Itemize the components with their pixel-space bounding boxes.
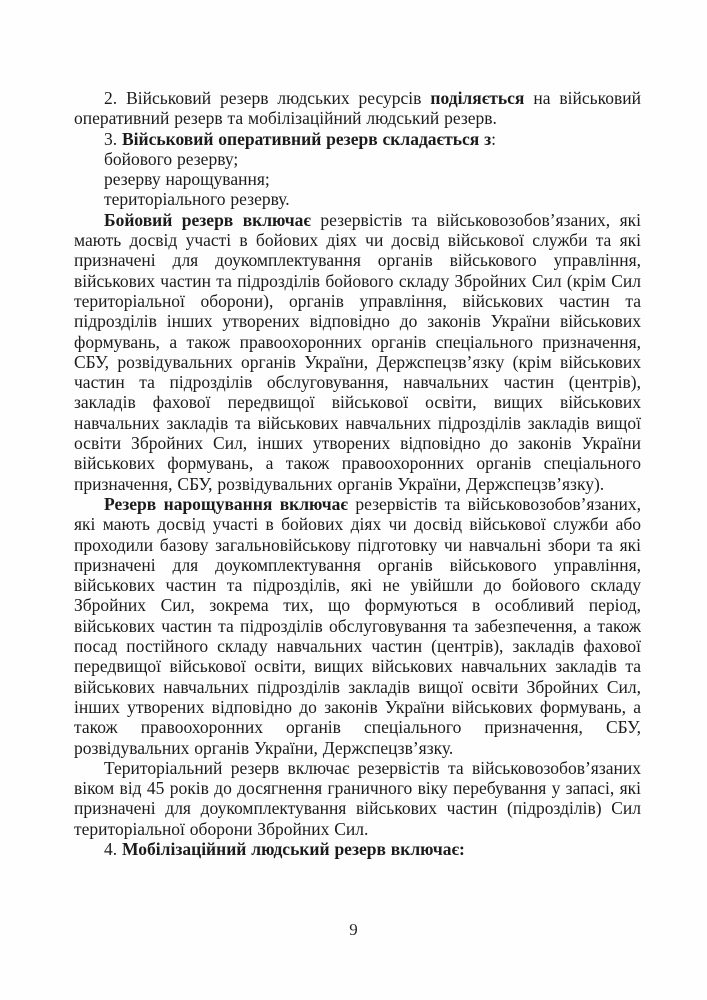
- bold-term: поділяється: [430, 88, 525, 108]
- paragraph-combat-reserve: [74, 210, 641, 494]
- paragraph-item-3-heading: [74, 129, 641, 149]
- bold-term: Бойовий резерв включає: [104, 209, 311, 230]
- paragraph-text: 4.: [104, 838, 122, 859]
- paragraph-buildup-reserve: [74, 494, 641, 758]
- list-item-territorial-reserve: територіального резерву.: [104, 189, 290, 210]
- page-number: 9: [349, 920, 358, 939]
- paragraph-text: резервістів та військовозобов’язаних, які мають досвід участі в бойових діях чи досвід військової служби або проходили базову загальновійськову підготовку чи навчальні збори та які призначені для доукомплектування органів військового управління, військових частин та підрозділів, які не увійшли до бойового складу Збройних Сил, зокрема тих, що формуються в особливий період, військових частин та підрозділів обслуговування та забезпечення, а також посад постійного складу навчальних частин (центрів), закладів фахової передвищої військової освіти, вищих військових навчальних закладів та військових навчальних підрозділів закладів вищої освіти Збройних Сил, інших утворених відповідно до законів України військових формувань, а також правоохоронних органів спеціального призначення, СБУ, розвідувальних органів України, Держспецзв’язку.: [74, 493, 641, 758]
- bold-heading: Військовий оперативний резерв складається з: [122, 128, 492, 149]
- list-item-buildup-reserve: резерву нарощування;: [104, 169, 270, 190]
- paragraph-item-4-heading: [74, 839, 641, 859]
- list-item-combat-reserve: бойового резерву;: [104, 148, 239, 169]
- paragraph-text: Територіальний резерв включає резервістів та військовозобов’язаних віком від 45 років до досягнення граничного віку перебування у запасі, які призначені для доукомплектування військових частин (підрозділів) Сил територіальної оборони Збройних Сил.: [74, 757, 641, 839]
- paragraph-text: 3.: [104, 128, 122, 149]
- paragraph-text: на військовий оперативний резерв та мобілізаційний людський резерв.: [74, 88, 642, 129]
- paragraph-text: 2. Військовий резерв людських ресурсів: [104, 88, 431, 108]
- paragraph-text: :: [491, 128, 496, 149]
- paragraph-text: резервістів та військовозобов’язаних, які мають досвід участі в бойових діях чи досвід військової служби та які призначені для доукомплектування органів військового управління, військових частин та підрозділів бойового складу Збройних Сил (крім Сил територіальної оборони), органів управління, військових частин та підрозділів інших утворених відповідно до законів України військових формувань, а також правоохоронних органів спеціального призначення, СБУ, розвідувальних органів України, Держспецзв’язку (крім військових частин та підрозділів обслуговування, навчальних частин (центрів), закладів фахової передвищої військової освіти, вищих військових навчальних закладів та військових навчальних підрозділів закладів вищої освіти Збройних Сил, інших утворених відповідно до законів України військових формувань, а також правоохоронних органів спеціального призначення, СБУ, розвідувальних органів України, Держспецзв’язку).: [74, 209, 641, 494]
- paragraph-item-2: [74, 88, 641, 129]
- text-block: [74, 88, 641, 859]
- bold-term: Резерв нарощування включає: [104, 493, 348, 514]
- paragraph-territorial-reserve: [74, 758, 641, 839]
- bold-heading: Мобілізаційний людський резерв включає:: [122, 838, 465, 859]
